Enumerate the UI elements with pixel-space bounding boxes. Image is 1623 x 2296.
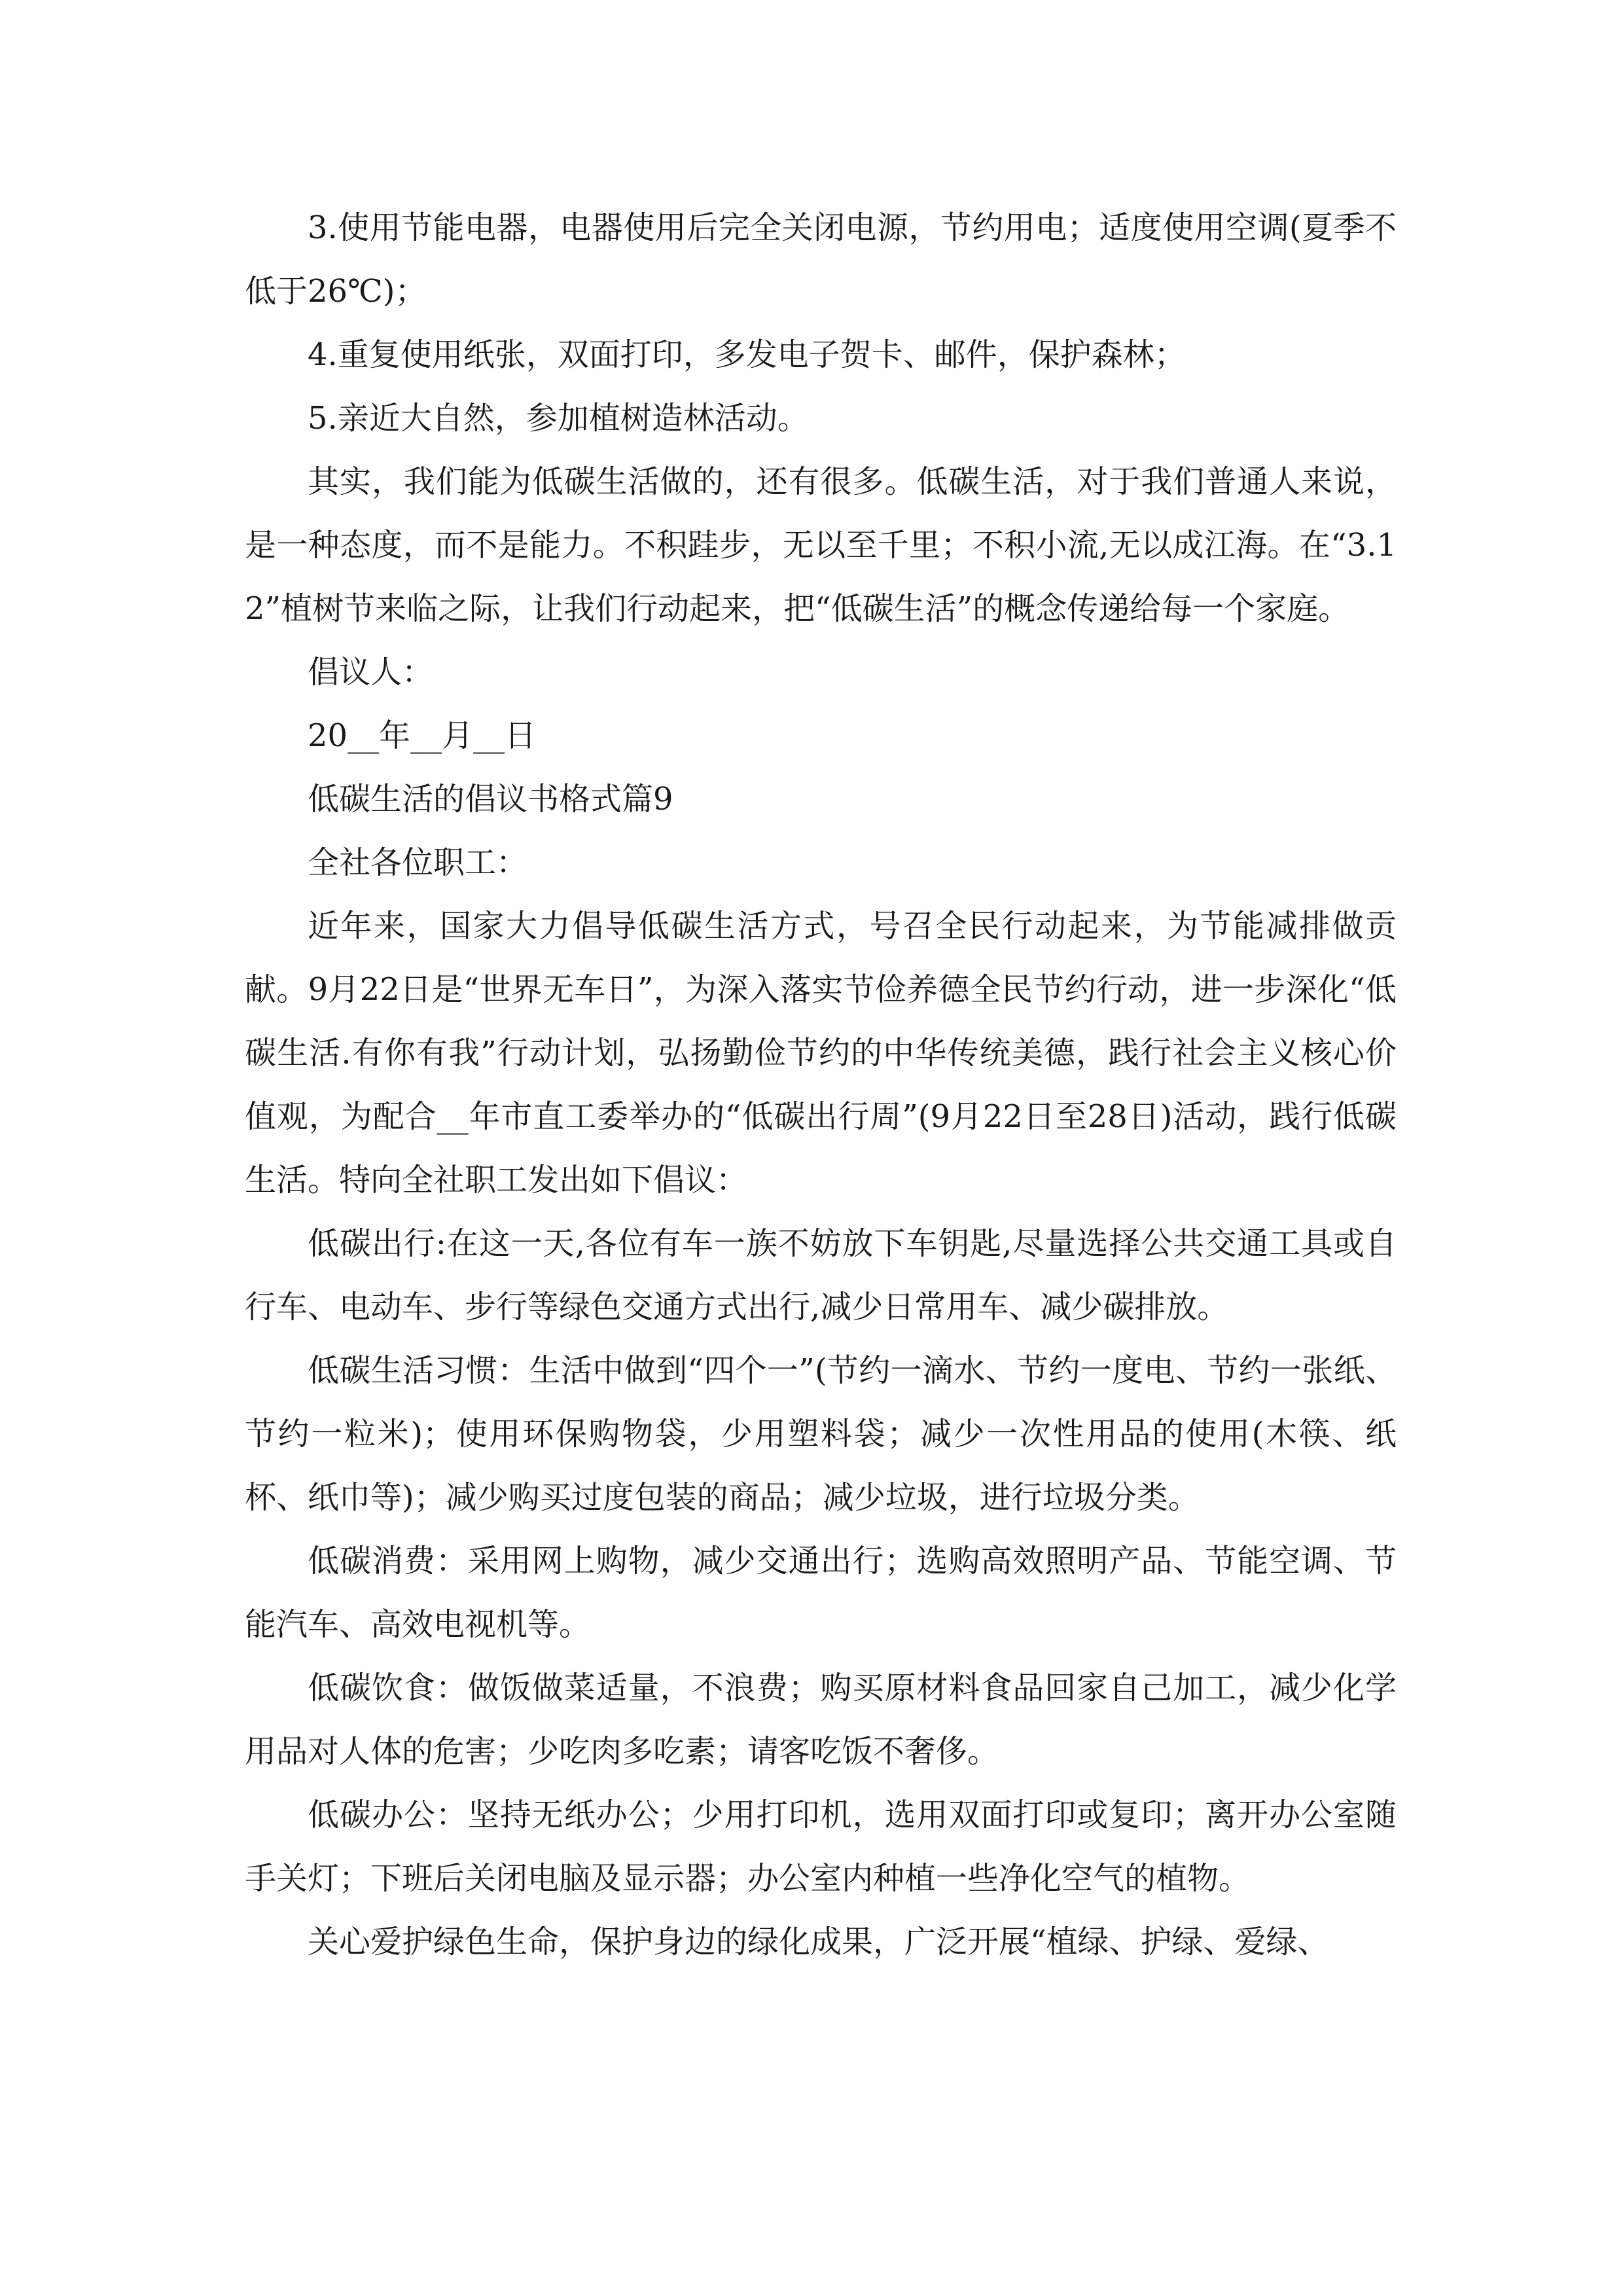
date-line: 20__年__月__日 [308,717,537,754]
paragraph-energy-saving: 3.使用节能电器，电器使用后完全关闭电源，节约用电；适度使用空调(夏季不低于26℃)； [245,209,1397,310]
signature-label: 倡议人： [308,654,434,691]
salutation: 全社各位职工： [308,844,528,881]
paragraph-green-life: 关心爱护绿色生命，保护身边的绿化成果，广泛开展“植绿、护绿、爱绿、 [308,1924,1329,1960]
paragraph-summary: 其实，我们能为低碳生活做的，还有很多。低碳生活，对于我们普通人来说，是一种态度，而不是能力。不积跬步，无以至千里；不积小流,无以成江海。在“3.12”植树节来临之际，让我们行动起来，把“低碳生活”的概念传递给每一个家庭。 [245,463,1397,627]
paragraph-low-carbon-diet: 低碳饮食：做饭做菜适量，不浪费；购买原材料食品回家自己加工，减少化学用品对人体的危害；少吃肉多吃素；请客吃饭不奢侈。 [245,1670,1397,1770]
paragraph-low-carbon-travel: 低碳出行:在这一天,各位有车一族不妨放下车钥匙,尽量选择公共交通工具或自行车、电动车、步行等绿色交通方式出行,减少日常用车、减少碳排放。 [245,1225,1397,1325]
paragraph-low-carbon-habits: 低碳生活习惯：生活中做到“四个一”(节约一滴水、节约一度电、节约一张纸、节约一粒米)；使用环保购物袋，少用塑料袋；减少一次性用品的使用(木筷、纸杯、纸巾等)；减少购买过度包装的商品；减少垃圾，进行垃圾分类。 [245,1352,1397,1516]
document-page [245,196,1397,1974]
paragraph-low-carbon-consumption: 低碳消费：采用网上购物，减少交通出行；选购高效照明产品、节能空调、节能汽车、高效电视机等。 [245,1543,1397,1643]
paragraph-intro: 近年来，国家大力倡导低碳生活方式，号召全民行动起来，为节能减排做贡献。9月22日是“世界无车日”，为深入落实节俭养德全民节约行动，进一步深化“低碳生活.有你有我”行动计划，弘扬勤俭节约的中华传统美德，践行社会主义核心价值观，为配合__年市直工委举办的“低碳出行周”(9月22日至28日)活动，践行低碳生活。特向全社职工发出如下倡议： [245,908,1397,1198]
paragraph-nature: 5.亲近大自然，参加植树造林活动。 [308,400,809,437]
section-title: 低碳生活的倡议书格式篇9 [308,781,673,817]
paragraph-low-carbon-office: 低碳办公：坚持无纸办公；少用打印机，选用双面打印或复印；离开办公室随手关灯；下班后关闭电脑及显示器；办公室内种植一些净化空气的植物。 [245,1797,1397,1897]
paragraph-reuse-paper: 4.重复使用纸张，双面打印，多发电子贺卡、邮件，保护森林； [308,336,1186,373]
